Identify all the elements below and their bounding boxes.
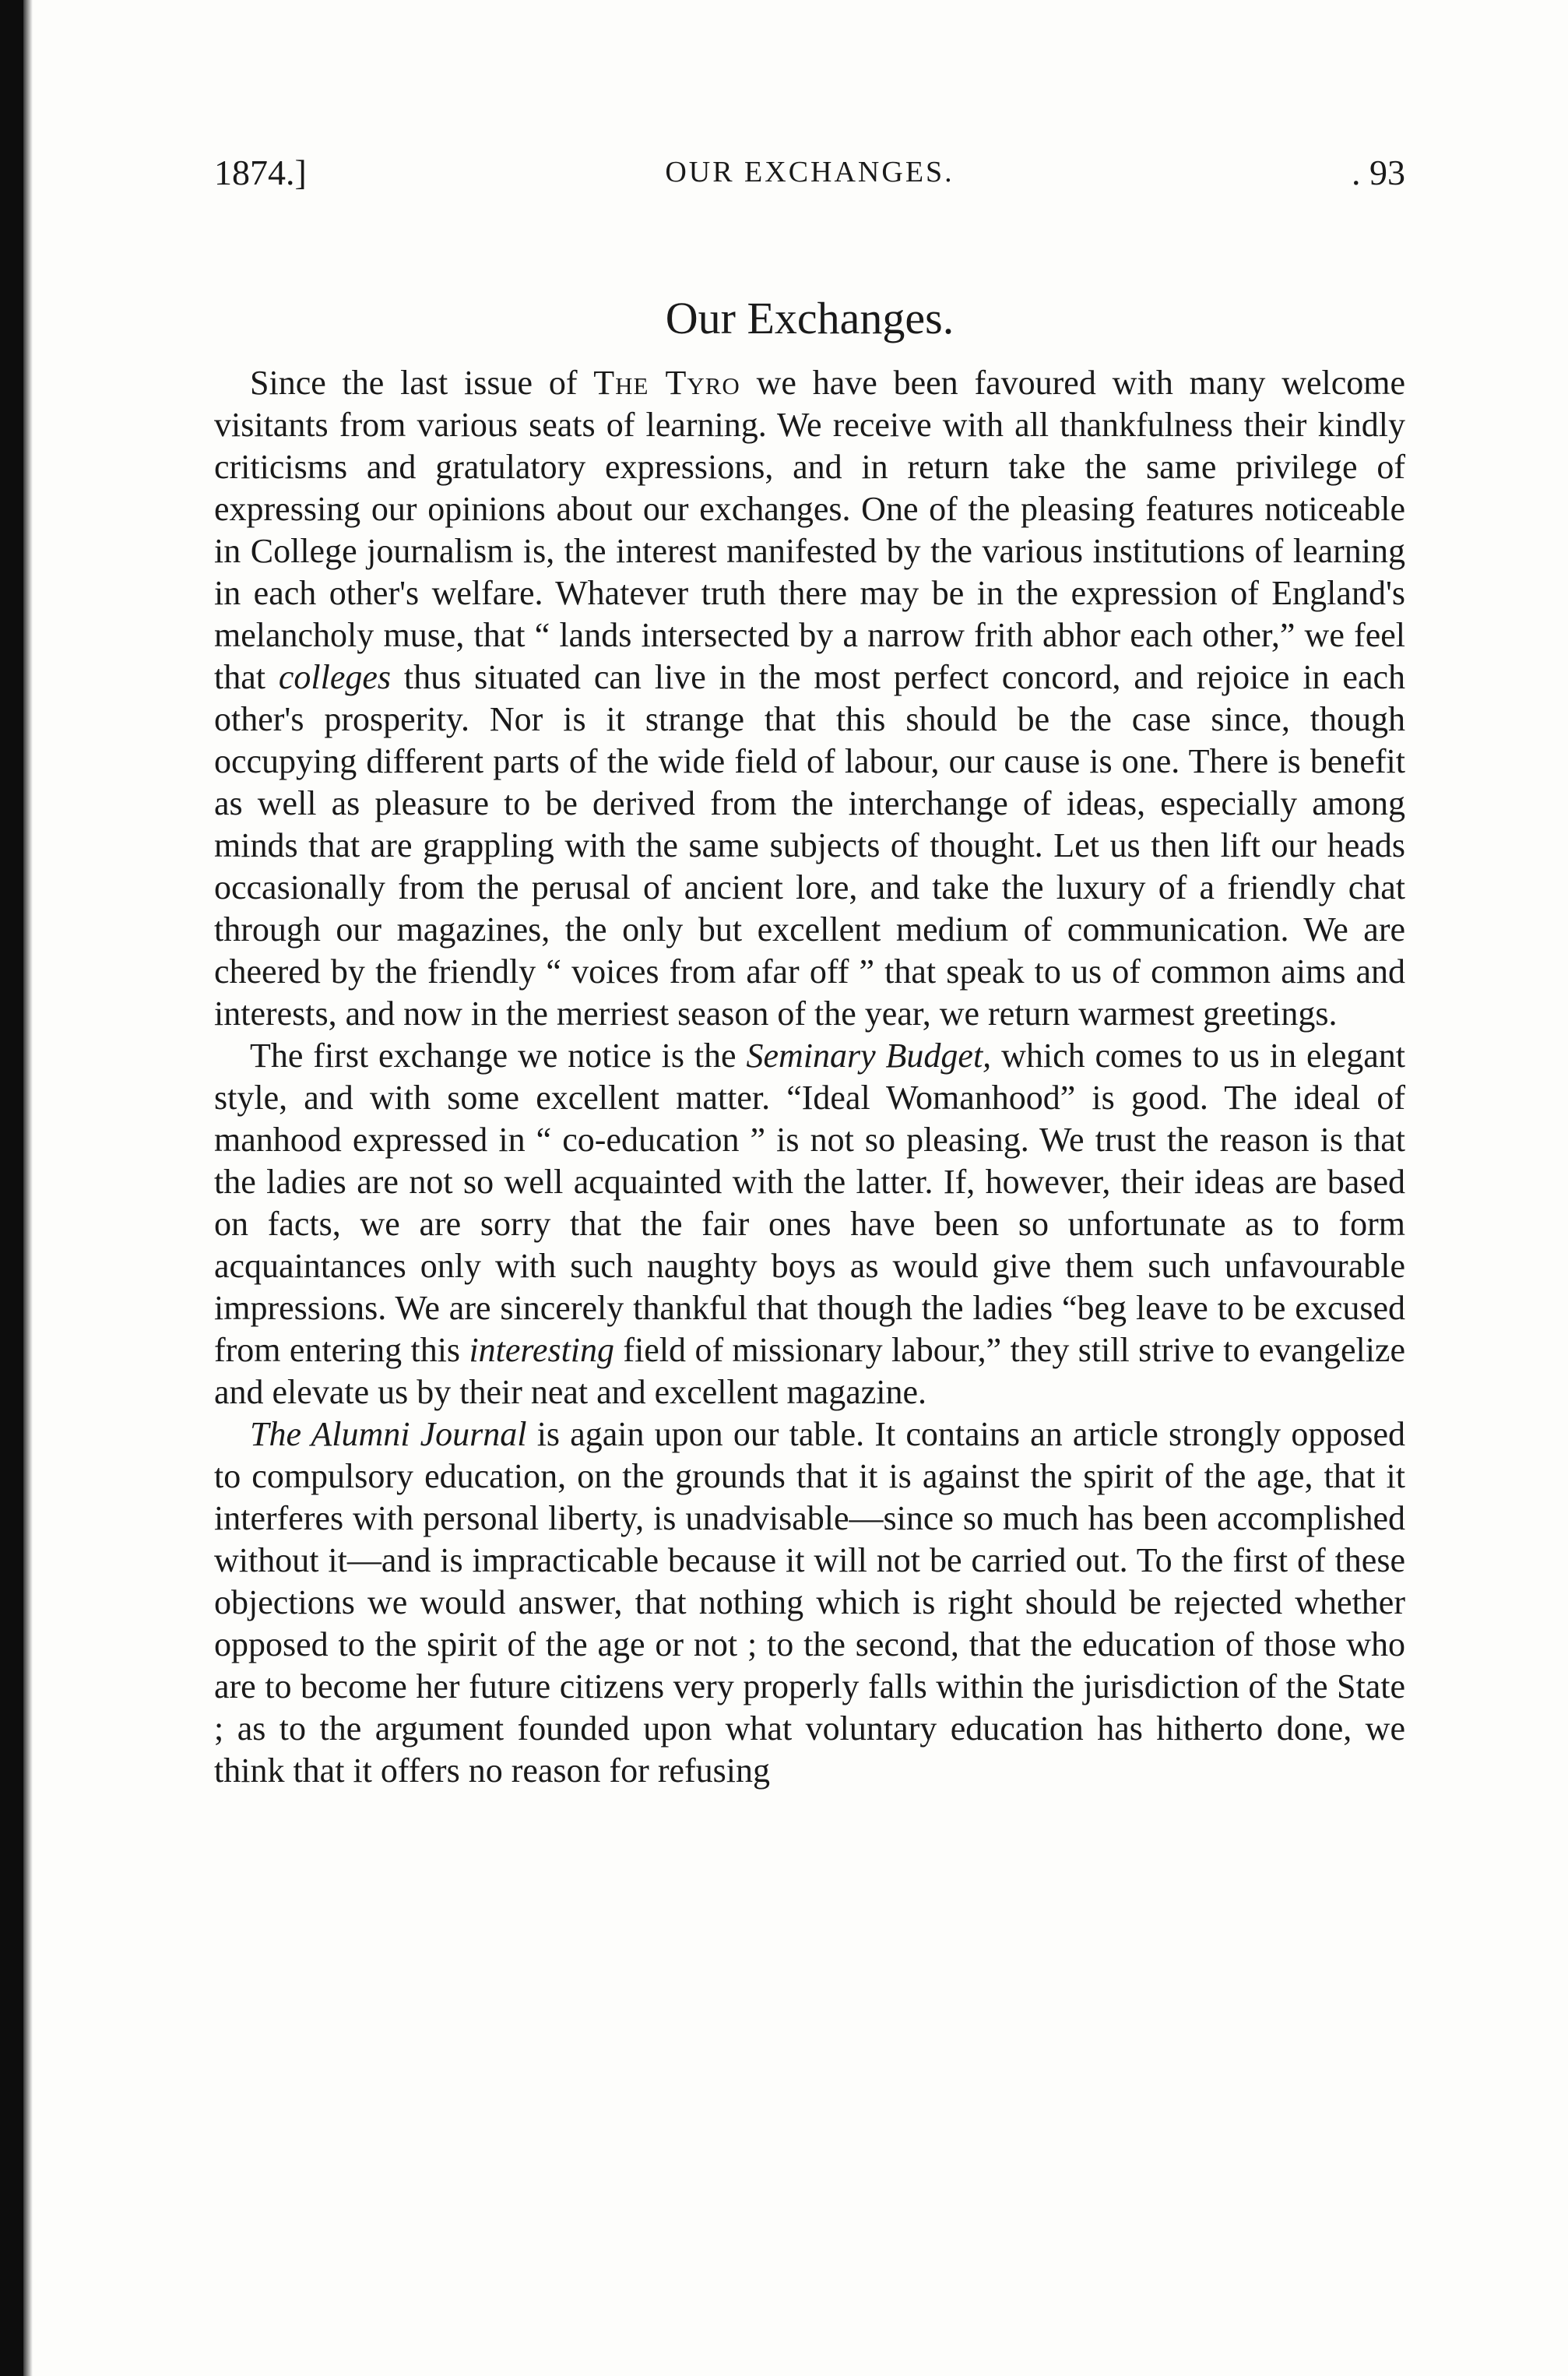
paragraph-intro	[214, 362, 1405, 1035]
article-body	[214, 362, 1405, 1792]
paragraph-text: The first exchange we notice is the	[250, 1037, 747, 1075]
publication-name: The Tyro	[593, 364, 740, 402]
page-number: . 93	[1352, 153, 1405, 192]
page-binding-shadow	[23, 0, 33, 2376]
running-head-year: 1874.]	[214, 153, 307, 192]
publication-name: The Alumni Journal	[250, 1415, 527, 1453]
paragraph-text: field of missionary labour,” they still strive to evangelize and elevate us by their neat and excellent magazine.	[214, 1331, 1405, 1411]
paragraph-text: we have been favoured with many welcome visitants from various seats of learning. We receive with all thankfulness their kindly criticisms and gratulatory expressions, and in return take the same privilege of expressing our opinions about our exchanges. One of the pleasing features noticeable in College journalism is, the interest manifested by the various institutions of learning in each other's welfare. Whatever truth there may be in the expression of England's melancholy muse, that “ lands intersected by a narrow frith abhor each other,” we feel that	[214, 364, 1406, 696]
page-binding-edge	[0, 0, 23, 2376]
emphasized-word: colleges	[278, 658, 392, 696]
publication-name: Seminary Budget,	[746, 1037, 992, 1075]
running-head-title: OUR EXCHANGES.	[665, 156, 955, 188]
section-title: Our Exchanges.	[665, 293, 955, 343]
emphasized-word: interesting	[469, 1331, 615, 1369]
paragraph-text: thus situated can live in the most perfect concord, and rejoice in each other's prosperity. Nor is it strange that this should be the case since, though occupying different parts of the wide field of labour, our cause is one. There is benefit as well as pleasure to be derived from the interchange of ideas, especially among minds that are grappling with the same subjects of thought. Let us then lift our heads occasionally from the perusal of ancient lore, and take the luxury of a friendly chat through our magazines, the only but excellent medium of communication. We are cheered by the friendly “ voices from afar off ” that speak to us of common aims and interests, and now in the merriest season of the year, we return warmest greetings.	[214, 658, 1405, 1033]
paragraph-text: which comes to us in elegant style, and with some excellent matter. “Ideal Womanhood” is good. The ideal of manhood expressed in “ co-education ” is not so pleasing. We trust the reason is that the ladies are not so well acquainted with the latter. If, however, their ideas are based on facts, we are sorry that the fair ones have been so unfortunate as to form acquaintances only with such naughty boys as would give them such unfavourable impressions. We are sincerely thankful that though the ladies “beg leave to be excused from entering this	[214, 1037, 1406, 1369]
paragraph-text: is again upon our table. It contains an article strongly opposed to compulsory education, on the grounds that it is against the spirit of the age, that it interferes with personal liberty, is unadvisable—since so much has been accomplished without it—and is impracticable because it will not be carried out. To the first of these objections we would answer, that nothing which is right should be rejected whether opposed to the spirit of the age or not ; to the second, that the education of those who are to become her future citizens very properly falls within the jurisdiction of the State ; as to the argument founded upon what voluntary education has hitherto done, we think that it offers no reason for refusing	[214, 1415, 1406, 1790]
running-head	[214, 152, 1405, 199]
paragraph-text: Since the last issue of	[250, 364, 594, 402]
paragraph-alumni-journal	[214, 1413, 1405, 1792]
paragraph-seminary-budget	[214, 1035, 1405, 1413]
